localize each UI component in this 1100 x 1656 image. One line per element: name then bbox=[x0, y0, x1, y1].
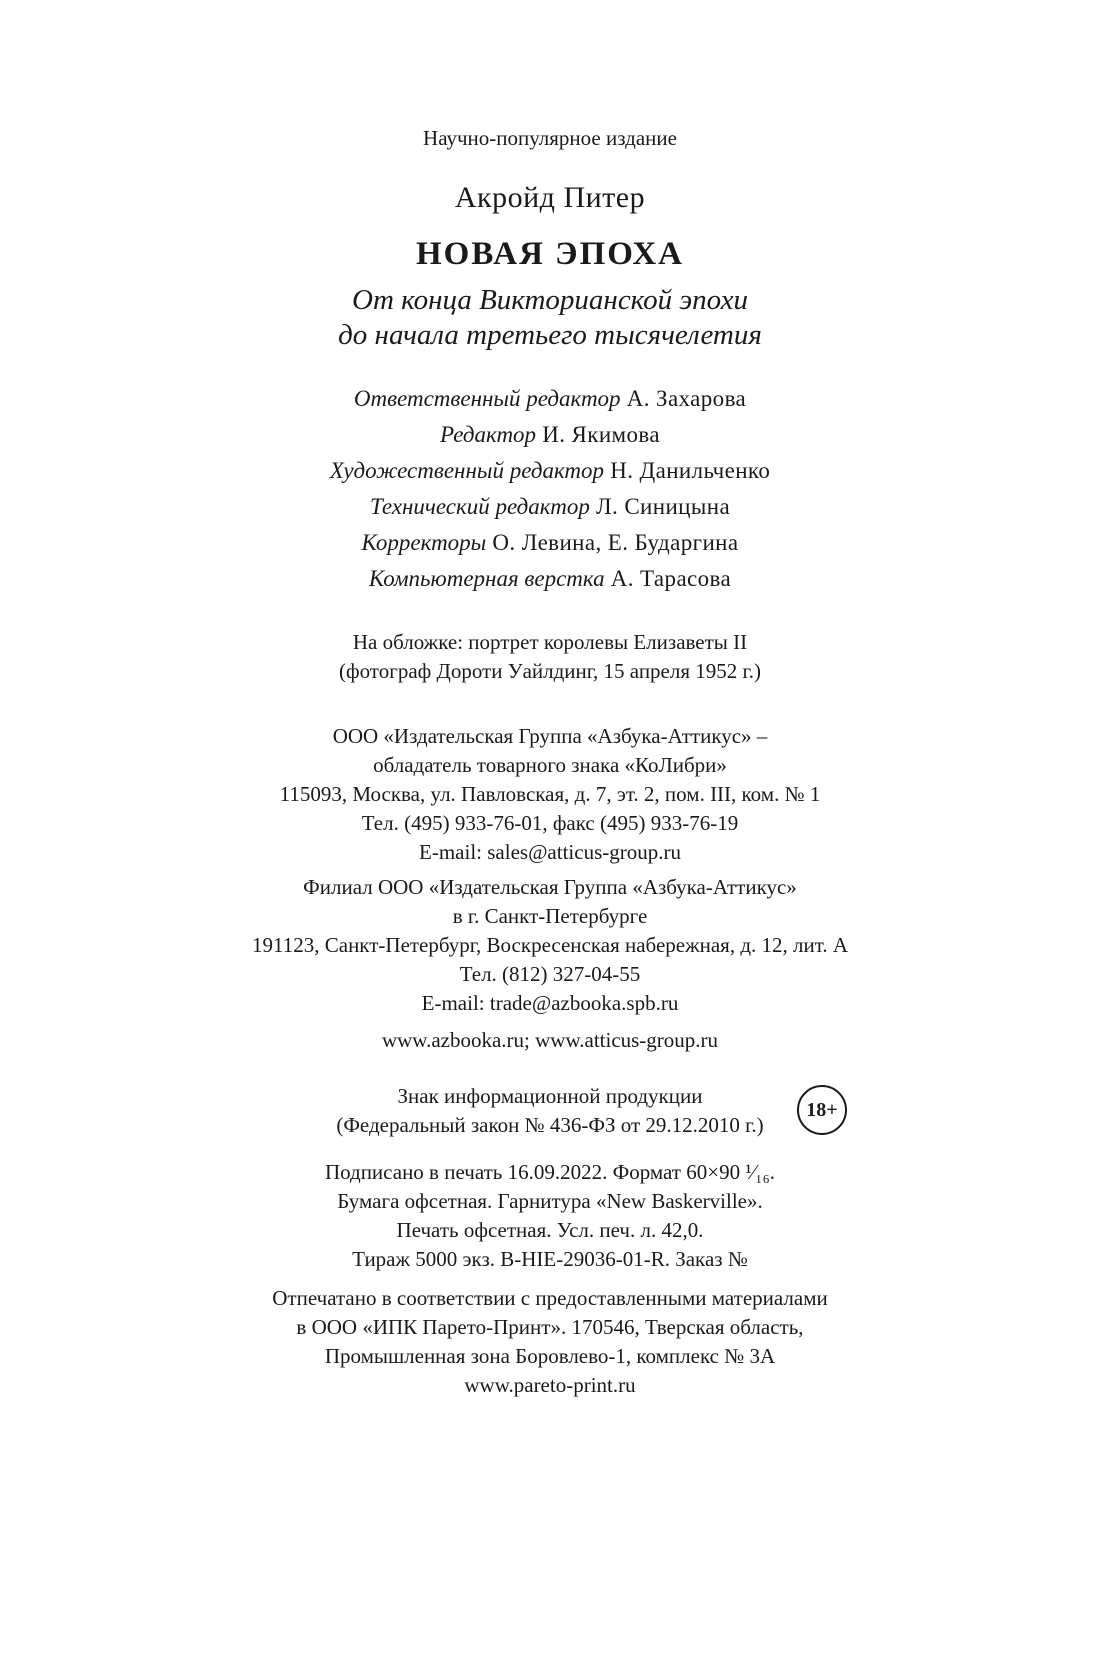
publisher-line: ООО «Издательская Группа «Азбука-Аттикус» – bbox=[332, 724, 768, 748]
book-subtitle bbox=[0, 283, 1100, 353]
credit-line bbox=[0, 525, 1100, 561]
branch-line: в г. Санкт-Петербурге bbox=[452, 904, 648, 928]
print-info-block bbox=[0, 1158, 1100, 1274]
publisher-email: E-mail: sales@atticus-group.ru bbox=[419, 840, 681, 864]
credit-role: Ответственный редактор bbox=[353, 386, 621, 411]
author-name: Акройд Питер bbox=[454, 181, 646, 214]
publisher-block bbox=[0, 722, 1100, 867]
credit-name: И. Якимова bbox=[542, 422, 660, 447]
publisher-phone: Тел. (495) 933-76-01, факс (495) 933-76-19 bbox=[361, 811, 739, 835]
printer-line: Отпечатано в соответствии с предоставленными материалами bbox=[272, 1286, 828, 1310]
credit-name: Л. Синицына bbox=[596, 494, 731, 519]
publisher-line: обладатель товарного знака «КоЛибри» bbox=[373, 753, 727, 777]
credits-list bbox=[0, 381, 1100, 597]
info-sign-block bbox=[0, 1082, 1100, 1140]
credit-name: О. Левина, Е. Бударгина bbox=[492, 530, 739, 555]
credit-role: Редактор bbox=[440, 422, 537, 447]
print-info-line: Бумага офсетная. Гарнитура «New Baskerville». bbox=[337, 1189, 763, 1213]
print-info-line: Тираж 5000 экз. B-HIE-29036-01-R. Заказ № bbox=[352, 1247, 748, 1271]
edition-type: Научно-популярное издание bbox=[423, 126, 677, 150]
credit-line bbox=[0, 561, 1100, 597]
publisher-address: 115093, Москва, ул. Павловская, д. 7, эт. 2, пом. III, ком. № 1 bbox=[279, 782, 821, 806]
cover-note-line: На обложке: портрет королевы Елизаветы II bbox=[352, 630, 748, 654]
info-sign-line: (Федеральный закон № 436-ФЗ от 29.12.2010 г.) bbox=[336, 1113, 764, 1137]
credit-line bbox=[0, 381, 1100, 417]
printer-website: www.pareto-print.ru bbox=[464, 1373, 636, 1397]
printer-line: Промышленная зона Боровлево-1, комплекс № 3А bbox=[324, 1344, 776, 1368]
credit-line bbox=[0, 453, 1100, 489]
printer-line: в ООО «ИПК Парето-Принт». 170546, Тверская область, bbox=[296, 1315, 804, 1339]
age-rating-badge: 18+ bbox=[797, 1085, 847, 1135]
branch-phone: Тел. (812) 327-04-55 bbox=[459, 962, 641, 986]
websites: www.azbooka.ru; www.atticus-group.ru bbox=[381, 1028, 719, 1052]
credit-role: Корректоры bbox=[361, 530, 487, 555]
book-title: НОВАЯ ЭПОХА bbox=[416, 236, 684, 272]
cover-note-line: (фотограф Дороти Уайлдинг, 15 апреля 1952 г.) bbox=[338, 659, 762, 683]
print-info-line: Печать офсетная. Усл. печ. л. 42,0. bbox=[396, 1218, 704, 1242]
subtitle-line: до начала третьего тысячелетия bbox=[338, 319, 762, 351]
branch-address: 191123, Санкт-Петербург, Воскресенская набережная, д. 12, лит. А bbox=[252, 933, 848, 957]
branch-block bbox=[0, 873, 1100, 1018]
branch-line: Филиал ООО «Издательская Группа «Азбука-Аттикус» bbox=[303, 875, 797, 899]
cover-note bbox=[0, 628, 1100, 686]
credit-name: Н. Данильченко bbox=[610, 458, 771, 483]
credit-line bbox=[0, 489, 1100, 525]
credit-role: Технический редактор bbox=[369, 494, 590, 519]
credit-line bbox=[0, 417, 1100, 453]
print-info-line: Подписано в печать 16.09.2022. Формат 60×90 ¹⁄₁₆. bbox=[324, 1160, 776, 1184]
credit-name: А. Захарова bbox=[626, 386, 747, 411]
printer-block bbox=[0, 1284, 1100, 1400]
credit-role: Компьютерная верстка bbox=[368, 566, 605, 591]
subtitle-line: От конца Викторианской эпохи bbox=[352, 284, 748, 316]
branch-email: E-mail: trade@azbooka.spb.ru bbox=[421, 991, 679, 1015]
credit-role: Художественный редактор bbox=[329, 458, 605, 483]
credit-name: А. Тарасова bbox=[610, 566, 732, 591]
info-sign-line: Знак информационной продукции bbox=[397, 1084, 703, 1108]
